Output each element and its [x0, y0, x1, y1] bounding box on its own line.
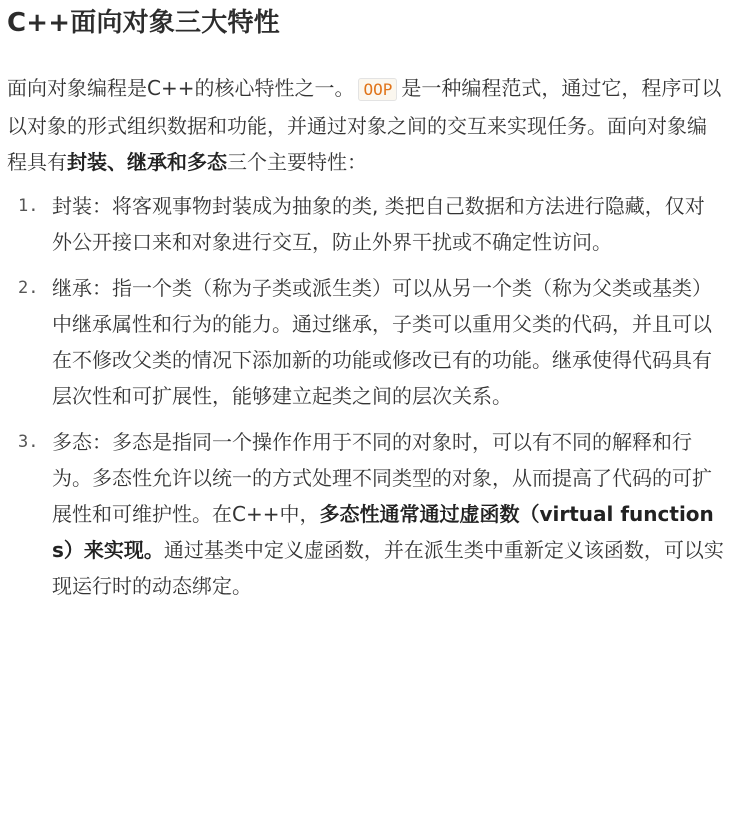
intro-text-2: 是一种编程范式，通过它，程序可以以对象的形式组织数据和功能，并通过对象之间的交互来实现任务。面向对象编程具有 — [7, 76, 722, 174]
intro-bold-text: 封装、继承和多态 — [67, 150, 227, 174]
list-item-number: 1. — [18, 196, 39, 216]
intro-paragraph — [7, 70, 724, 180]
list-item-text-2: 通过基类中定义虚函数，并在派生类中重新定义该函数，可以实现运行时的动态绑定。 — [52, 538, 724, 598]
list-item-bold-text: 多态性通常通过虚函数（virtual functions）来实现。 — [52, 502, 714, 562]
inline-code-oop: OOP — [358, 78, 397, 101]
intro-text-3: 三个主要特性： — [227, 150, 367, 174]
list-item-inheritance — [7, 270, 724, 414]
list-item-encapsulation — [7, 188, 724, 260]
list-item-text: 继承：指一个类（称为子类或派生类）可以从另一个类（称为父类或基类）中继承属性和行为的能力。通过继承，子类可以重用父类的代码，并且可以在不修改父类的情况下添加新的功能或修改已有的功能。继承使得代码具有层次性和可扩展性，能够建立起类之间的层次关系。 — [52, 276, 712, 408]
list-item-number: 2. — [18, 278, 39, 298]
list-item-text: 多态：多态是指同一个操作作用于不同的对象时，可以有不同的解释和行为。多态性允许以统一的方式处理不同类型的对象，从而提高了代码的可扩展性和可维护性。在C++中， — [52, 430, 712, 526]
list-item-text: 封装：将客观事物封装成为抽象的类, 类把自己数据和方法进行隐藏，仅对外公开接口来和对象进行交互，防止外界干扰或不确定性访问。 — [52, 194, 705, 254]
page-title: C++面向对象三大特性 — [7, 8, 280, 38]
list-item-polymorphism — [7, 424, 724, 604]
list-item-number: 3. — [18, 432, 39, 452]
intro-text-1: 面向对象编程是C++的核心特性之一。 — [7, 76, 355, 100]
features-list — [7, 188, 724, 604]
